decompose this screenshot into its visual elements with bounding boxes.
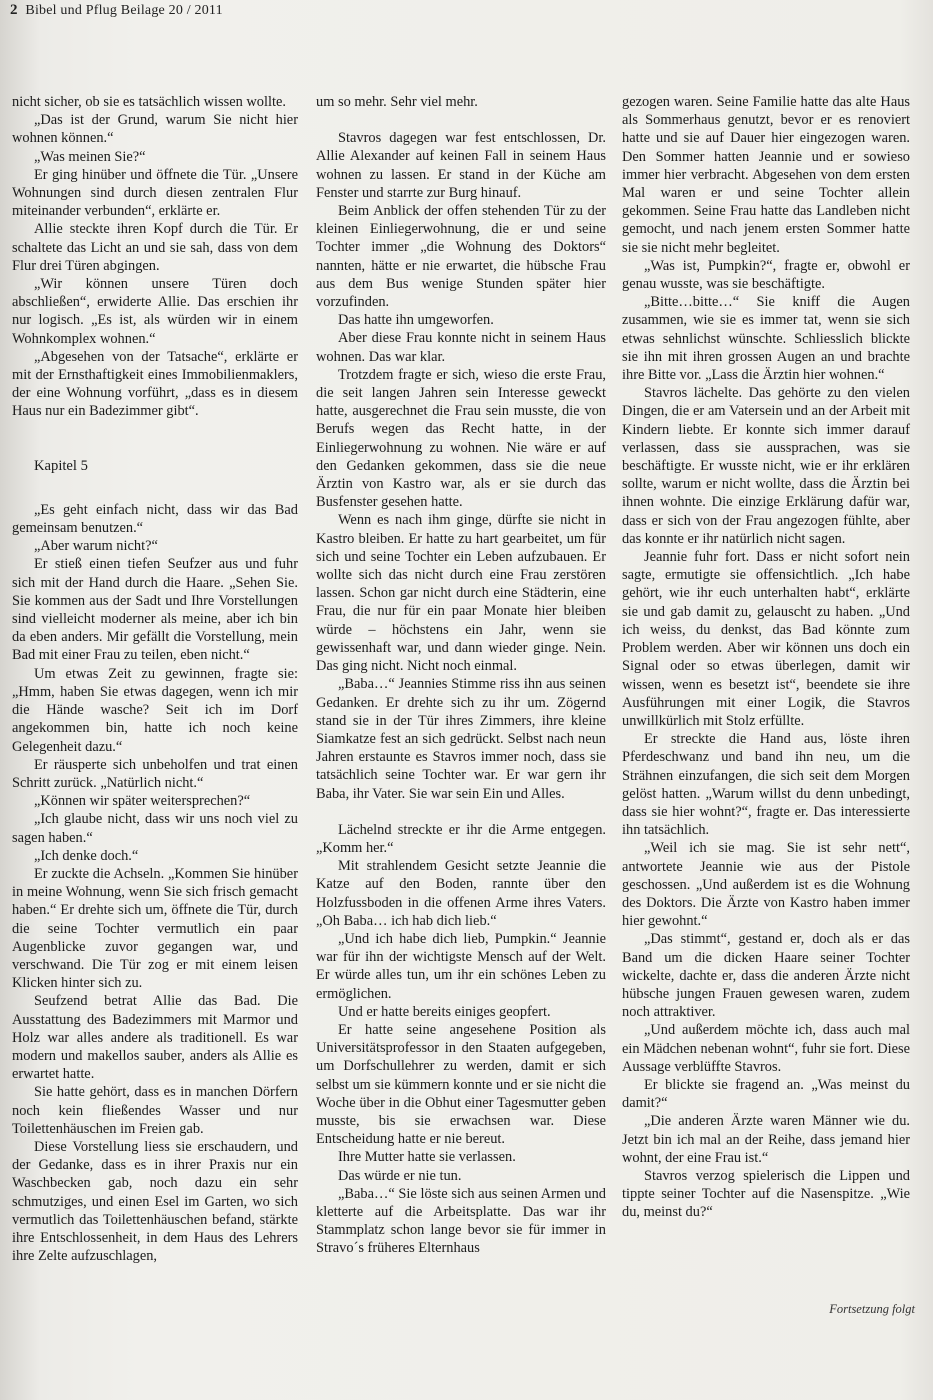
paragraph: Stavros dagegen war fest entschlossen, Dr. Allie Alexander auf keinen Fall in seinem Haus wohnen zu lassen. Er stand in der Küche am Fenster und starrte zur Burg hinauf. <box>316 130 606 201</box>
paragraph: „Können wir später weitersprechen?“ <box>34 793 251 810</box>
paragraph: Diese Vorstellung liess sie erschaudern, und der Gedanke, dass es in ihrer Praxis nur ein Waschbecken gab, noch dazu ein sehr schmutziges, und einen Esel im Garten, wo sich vermutlich das Toilettenhäuschen befand, stärkte ihre Entschlossenheit, in dem Haus des Lehrers ihre Zelte aufzuschlagen, <box>12 1138 298 1265</box>
text-column-2 <box>316 93 606 1258</box>
paragraph: Um etwas Zeit zu gewinnen, fragte sie: „Hmm, haben Sie etwas dagegen, wenn ich mir die Hände wasche? Seit ich im Dorf angekommen bin, hatte ich noch keine Gelegenheit dazu.“ <box>12 665 298 755</box>
paragraph: Er streckte die Hand aus, löste ihren Pferdeschwanz und band ihn neu, um die Strähnen einzufangen, die sich seit dem Morgen gelöst hatten. „Warum willst du denn unbedingt, dass sie hier wohnt?“, fragte er. Das interessierte ihn tatsächlich. <box>622 731 910 839</box>
paragraph: Lächelnd streckte er ihr die Arme entgegen. „Komm her.“ <box>316 821 606 856</box>
paragraph: Allie steckte ihren Kopf durch die Tür. Er schaltete das Licht an und sie sah, dass von dem Flur drei Türen abgingen. <box>12 221 298 274</box>
paragraph: Seufzend betrat Allie das Bad. Die Ausstattung des Badezimmers mit Marmor und Holz war alles andere als traditionell. Es war modern und makellos sauber, anders als Allie es erwartet hatte. <box>12 993 298 1083</box>
paragraph: „Abgesehen von der Tatsache“, erklärte er mit der Ernsthaftigkeit eines Immobilienmaklers, der eine Wohnung vorführt, „dass es in diesem Haus nur ein Badezimmer gibt“. <box>12 348 298 420</box>
paragraph: Mit strahlendem Gesicht setzte Jeannie die Katze auf den Boden, rannte über den Holzfussboden in die offenen Arme ihres Vaters. „Oh Baba… ich hab dich lieb.“ <box>316 858 606 929</box>
paragraph: „Baba…“ Jeannies Stimme riss ihn aus seinen Gedanken. Er drehte sich zu ihr um. Zögernd stand sie in der Tür ihres Zimmers, ihre kleine Siamkatze fest an sich gedrückt. Selbst nach neun Jahren erstaunte es Stavros immer noch, dass sie tatsächlich seine Tochter war. Er war gern ihr Baba, ihr Vater. Sie war sein Ein und Alles. <box>316 676 606 802</box>
paragraph: „Weil ich sie mag. Sie ist sehr nett“, antwortete Jeannie wie aus der Pistole geschossen. „Und außerdem ist es die Wohnung des Doktors. Die Ärzte von Kastro haben immer hier gewohnt.“ <box>622 840 910 930</box>
continuation-note: Fortsetzung folgt <box>829 1302 915 1316</box>
paragraph: Er zuckte die Achseln. „Kommen Sie hinüber in meine Wohnung, wenn Sie sich frisch gemacht haben.“ Er drehte sich um, öffnete die Tür, durch die seine Tochter vermutlich ein paar Augenblicke zuvor gegangen war, und verschwand. Die Tür zog er mit einem leisen Klicken hinter sich zu. <box>12 865 298 992</box>
paragraph: nicht sicher, ob sie es tatsächlich wissen wollte. <box>12 94 286 110</box>
paragraph: Er blickte sie fragend an. „Was meinst du damit?“ <box>622 1076 910 1112</box>
paragraph: Er räusperte sich unbeholfen und trat einen Schritt zurück. „Natürlich nicht.“ <box>12 756 298 791</box>
paragraph: „Und ich habe dich lieb, Pumpkin.“ Jeannie war für ihn der wichtigste Mensch auf der Welt. Er würde alles tun, um ihr ein schönes Leben zu ermöglichen. <box>316 930 606 1002</box>
paragraph: „Die anderen Ärzte waren Männer wie du. Jetzt bin ich mal an der Reihe, dass jemand hier wohnt, der eine Frau ist.“ <box>622 1113 910 1166</box>
paragraph: „Es geht einfach nicht, dass wir das Bad gemeinsam benutzen.“ <box>12 501 298 537</box>
paragraph: Jeannie fuhr fort. Dass er nicht sofort nein sagte, ermutigte sie offensichtlich. „Ich habe gehört, wie ihr euch unterhalten habt“, erklärte sie und gab damit zu, gelauscht zu haben. „Und ich weiss, du denkst, das Bad könnte zum Problem werden. Aber wir können uns doch ein Signal oder so etwas überlegen, damit wir wissen, wenn es besetzt ist“, beendete sie ihre Ausführungen mit einer Logik, die Stavros unwillkürlich mit Stolz erfüllte. <box>622 549 910 729</box>
paragraph: „Ich glaube nicht, dass wir uns noch viel zu sagen haben.“ <box>12 811 298 846</box>
paragraph: „Wir können unsere Türen doch abschließen“, erwiderte Allie. Das erschien ihr nur logisch. „Es ist, als würden wir in einem Wohnkomplex wohnen.“ <box>12 276 298 347</box>
paragraph: Trotzdem fragte er sich, wieso die erste Frau, die seit langen Jahren sein Interesse geweckt hatte, ausgerechnet die Frau sein musste, die von Berufs wegen das Recht hatte, in der Einliegerwohnung zu wohnen. Nie wäre er auf den Gedanken gekommen, dass sie die neue Ärztin von Kastro war, als er sie durch das Busfenster gesehen hatte. <box>316 366 606 511</box>
paragraph: Er hatte seine angesehene Position als Universitätsprofessor in den Staaten aufgegeben, um Dorfschullehrer zu werden, damit er sich selbst um sie kümmern konnte und er sie nicht die Woche über in die Obhut einer Tagesmutter geben musste, bis sie erwachsen war. Diese Entscheidung hatte er nie bereut. <box>316 1021 606 1148</box>
paragraph: „Was meinen Sie?“ <box>34 148 146 165</box>
paragraph: „Das stimmt“, gestand er, doch als er das Band um die dicken Haare seiner Tochter wickelte, dachte er, dass die anderen Ärzte nicht hübsche jungen Frauen gewesen waren, zudem noch attraktiver. <box>622 931 910 1021</box>
paragraph: Und er hatte bereits einiges geopfert. <box>338 1003 551 1020</box>
paragraph: um so mehr. Sehr viel mehr. <box>316 94 478 110</box>
paragraph: Beim Anblick der offen stehenden Tür zu der kleinen Einliegerwohnung, die er und seine Tochter immer „die Wohnung des Doktors“ nannten, hätte er nie erwartet, die hübsche Frau aus dem Bus wenige Stunden später hier vorzufinden. <box>316 203 606 311</box>
chapter-heading: Kapitel 5 <box>34 457 88 474</box>
publication-title: Bibel und Pflug Beilage 20 / 2011 <box>25 3 223 18</box>
paragraph: „Aber warum nicht?“ <box>34 538 158 555</box>
paragraph: Er stieß einen tiefen Seufzer aus und fuhr sich mit der Hand durch die Haare. „Sehen Sie. Sie kommen aus der Sadt und Ihre Vorstellungen sind vielleicht moderner als meine, aber ich bin da eben anders. Mir gefällt die Vorstellung, mein Bad mit einer Frau zu teilen, eben nicht.“ <box>12 556 298 664</box>
text-column-1 <box>12 93 298 1265</box>
paragraph: Er ging hinüber und öffnete die Tür. „Unsere Wohnungen sind durch diesen zentralen Flur miteinander verbunden“, erklärte er. <box>12 166 298 220</box>
paragraph: Stavros verzog spielerisch die Lippen und tippte seiner Tochter auf die Nasenspitze. „Wie du, meinst du?“ <box>622 1167 910 1221</box>
paragraph: „Das ist der Grund, warum Sie nicht hier wohnen können.“ <box>12 112 298 147</box>
paragraph: „Bitte…bitte…“ Sie kniff die Augen zusammen, wie sie es immer tat, wenn sie sich etwas sehnlichst wünschte. Schliesslich blickte sie ihn mit ihren grossen Augen an und brachte ihre Bitte vor. „Lass die Ärztin hier wohnen.“ <box>622 294 910 384</box>
paragraph: „Und außerdem möchte ich, dass auch mal ein Mädchen nebenan wohnt“, fuhr sie fort. Diese Aussage verblüffte Stavros. <box>622 1022 910 1075</box>
paragraph: „Baba…“ Sie löste sich aus seinen Armen und kletterte auf die Arbeitsplatte. Das war ihr Stammplatz schon lange bevor sie für immer in Stravo´s früheres Elternhaus <box>316 1185 606 1257</box>
page-header <box>10 2 223 19</box>
paragraph: Das würde er nie tun. <box>338 1167 462 1184</box>
paragraph: Das hatte ihn umgeworfen. <box>338 312 494 329</box>
page-number: 2 <box>10 2 18 18</box>
paragraph: „Ich denke doch.“ <box>34 847 139 864</box>
paragraph: Aber diese Frau konnte nicht in seinem Haus wohnen. Das war klar. <box>316 330 606 365</box>
paragraph: Ihre Mutter hatte sie verlassen. <box>338 1149 516 1166</box>
paragraph: Sie hatte gehört, dass es in manchen Dörfern noch kein fließendes Wasser und nur Toilettenhäuschen im Freien gab. <box>12 1084 298 1137</box>
paragraph: Wenn es nach ihm ginge, dürfte sie nicht in Kastro bleiben. Er hatte zu hart gearbeitet, um für sich und seine Tochter ein Leben aufzubauen. Er wollte sich das nicht durch eine Frau zerstören lassen. Schon gar nicht durch eine Städterin, eine Frau, die nur für ein paar Monate hier bleiben würde – höchstens ein Jahr, wenn sie gewissenhaft war, und dann wieder ginge. Nein. Das ging nicht. Nicht noch einmal. <box>316 512 606 675</box>
paragraph: Stavros lächelte. Das gehörte zu den vielen Dingen, die er am Vatersein und an der Arbeit mit Kindern liebte. Er konnte sich immer darauf verlassen, dass sie aussprachen, was sie beschäftigte. Er wusste nicht, wie er ihr erklären sollte, warum er nicht wollte, dass die Ärztin bei ihnen wohnte. Die einzige Erklärung dafür war, dass er sich von der Frau angezogen fühlte, aber das konnte er ihr natürlich nicht sagen. <box>622 385 910 547</box>
text-column-3 <box>622 93 910 1222</box>
paragraph: „Was ist, Pumpkin?“, fragte er, obwohl er genau wusste, was sie beschäftigte. <box>622 257 910 293</box>
paragraph: gezogen waren. Seine Familie hatte das alte Haus als Sommerhaus genutzt, bevor er es renoviert hatte und sie auf Dauer hier eingezogen waren. Den Sommer hatten Jeannie und er sowieso immer hier verbracht. Abgesehen von dem ersten Mal waren er und seine Tochter allein gekommen. Seine Frau hatte das Landleben nicht gemocht, und nach jenem ersten Sommer hatte sie sie nicht mehr begleitet. <box>622 94 910 256</box>
